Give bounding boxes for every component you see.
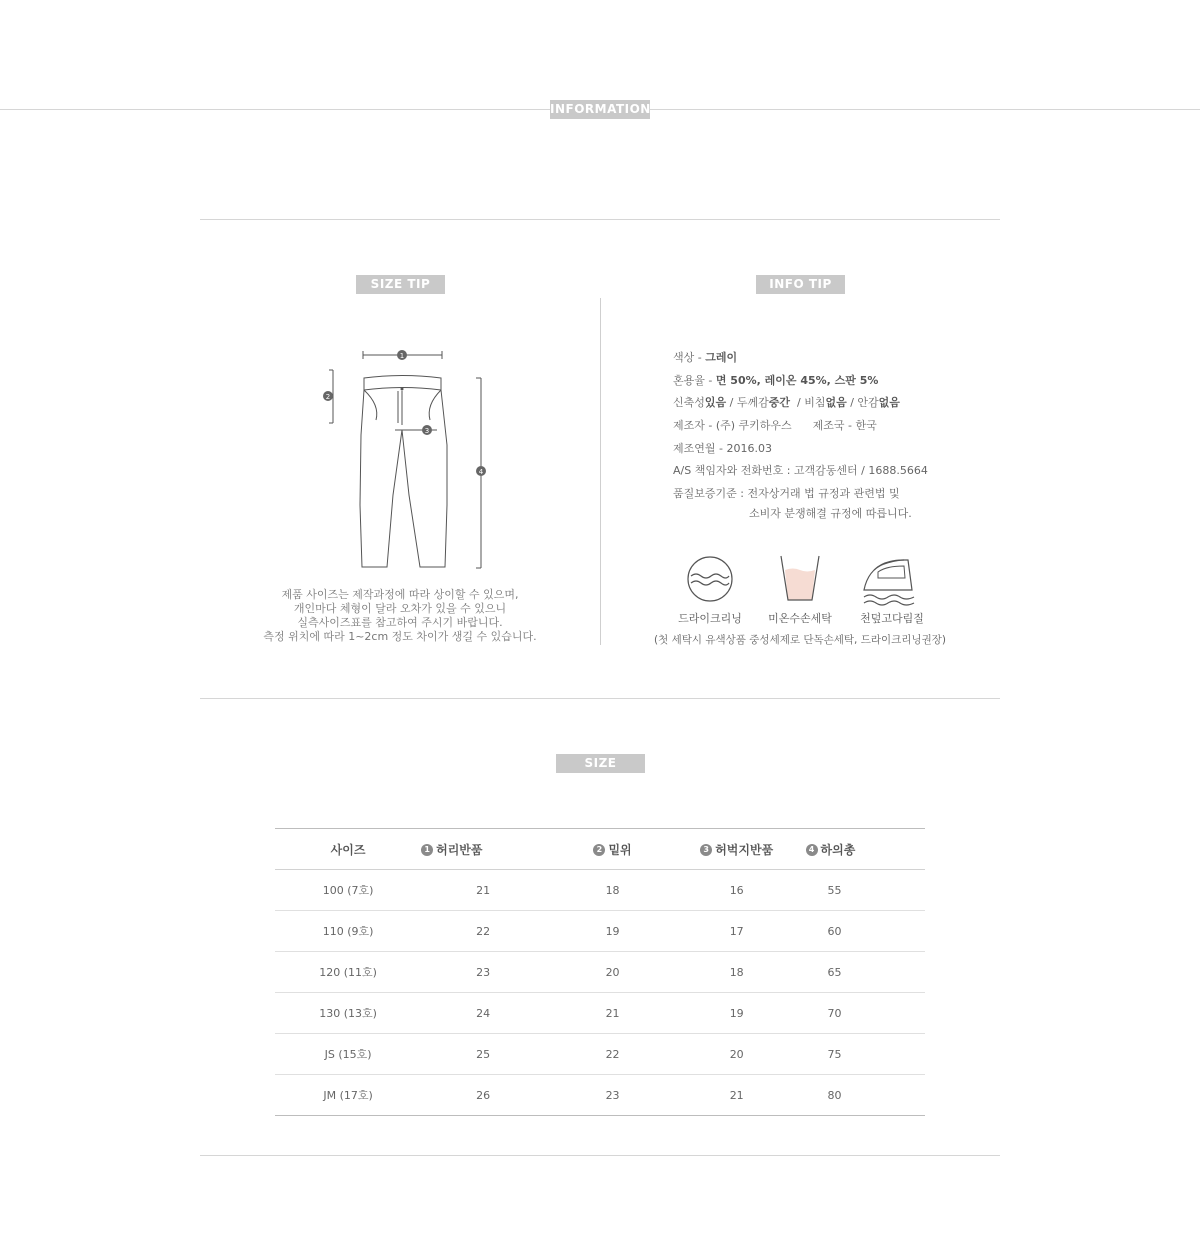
table-row: [275, 952, 925, 993]
table-cell: JS (15호): [275, 1034, 421, 1075]
marker-3: 3: [424, 427, 430, 435]
pants-diagram: [320, 345, 490, 580]
section-divider: [200, 219, 1000, 220]
table-cell: 22: [549, 1034, 676, 1075]
table-cell: 130 (13호): [275, 993, 421, 1034]
bottom-divider: [200, 1155, 1000, 1156]
blend-line: 혼용율 - 면 50%, 레이온 45%, 스판 5%: [673, 374, 879, 387]
table-cell: 19: [549, 911, 676, 952]
table-row: [275, 1075, 925, 1116]
table-cell: 21: [549, 993, 676, 1034]
table-cell: 75: [798, 1034, 925, 1075]
col-header-thigh: 3 허벅지반품: [676, 829, 798, 870]
table-cell: 16: [676, 870, 798, 911]
size-notes: [230, 588, 570, 644]
col-header-length: 4 하의총: [798, 829, 925, 870]
table-cell: 120 (11호): [275, 952, 421, 993]
warranty-line-2: 소비자 분쟁해결 규정에 따릅니다.: [749, 507, 912, 520]
properties-line: 신축성있음 / 두께감중간 / 비침없음 / 안감없음: [673, 396, 900, 409]
table-cell: 23: [421, 952, 549, 993]
table-row: [275, 993, 925, 1034]
table-row: [275, 870, 925, 911]
table-cell: 18: [676, 952, 798, 993]
table-cell: 100 (7호): [275, 870, 421, 911]
table-cell: 80: [798, 1075, 925, 1116]
lukewarm-hand-wash-icon: [778, 554, 822, 604]
marker-2: 2: [325, 393, 331, 401]
size-note-line: 개인마다 체형이 달라 오차가 있을 수 있으니: [293, 602, 507, 615]
date-line: 제조연월 - 2016.03: [673, 442, 772, 455]
table-cell: 21: [676, 1075, 798, 1116]
table-cell: 20: [676, 1034, 798, 1075]
color-line: 색상 - 그레이: [673, 351, 738, 364]
table-row: [275, 1034, 925, 1075]
cloth-iron-icon: [860, 552, 920, 606]
table-cell: 60: [798, 911, 925, 952]
section-divider: [200, 698, 1000, 699]
care-label-hand-wash: 미온수손세탁: [768, 612, 832, 625]
column-divider: [600, 298, 601, 645]
information-tag: INFORMATION: [550, 100, 650, 119]
table-cell: 18: [549, 870, 676, 911]
table-cell: 70: [798, 993, 925, 1034]
info-tip-tag: INFO TIP: [756, 275, 845, 294]
table-cell: 24: [421, 993, 549, 1034]
table-cell: 19: [676, 993, 798, 1034]
col-header-waist: 1 허리반품: [421, 829, 549, 870]
table-cell: 20: [549, 952, 676, 993]
table-cell: 110 (9호): [275, 911, 421, 952]
size-tag: SIZE: [556, 754, 645, 773]
size-note-line: 측정 위치에 따라 1~2cm 정도 차이가 생길 수 있습니다.: [263, 630, 537, 643]
table-cell: 65: [798, 952, 925, 993]
marker-1: 1: [399, 352, 405, 360]
table-cell: JM (17호): [275, 1075, 421, 1116]
table-cell: 22: [421, 911, 549, 952]
dry-clean-icon: [685, 554, 735, 604]
table-cell: 21: [421, 870, 549, 911]
size-table: [275, 828, 925, 1116]
table-cell: 26: [421, 1075, 549, 1116]
warranty-line: 품질보증기준 : 전자상거래 법 규정과 관련법 및: [673, 487, 900, 500]
size-table-header: [275, 829, 925, 870]
col-header-rise: 2 밑위: [549, 829, 676, 870]
table-cell: 25: [421, 1034, 549, 1075]
table-cell: 23: [549, 1075, 676, 1116]
table-cell: 17: [676, 911, 798, 952]
size-tip-tag: SIZE TIP: [356, 275, 445, 294]
marker-4: 4: [478, 468, 484, 476]
care-note: (첫 세탁시 유색상품 중성세제로 단독손세탁, 드라이크리닝권장): [654, 634, 946, 646]
table-row: [275, 911, 925, 952]
col-header-size: 사이즈: [275, 829, 421, 870]
maker-line: 제조자 - (주) 쿠키하우스 제조국 - 한국: [673, 419, 877, 432]
size-note-line: 실측사이즈표를 참고하여 주시기 바랍니다.: [297, 616, 503, 629]
care-label-dry-clean: 드라이크리닝: [678, 612, 742, 625]
care-label-iron: 천덮고다림질: [860, 612, 924, 625]
table-cell: 55: [798, 870, 925, 911]
as-line: A/S 책임자와 전화번호 : 고객감동센터 / 1688.5664: [673, 464, 928, 477]
size-note-line: 제품 사이즈는 제작과정에 따라 상이할 수 있으며,: [281, 588, 519, 601]
